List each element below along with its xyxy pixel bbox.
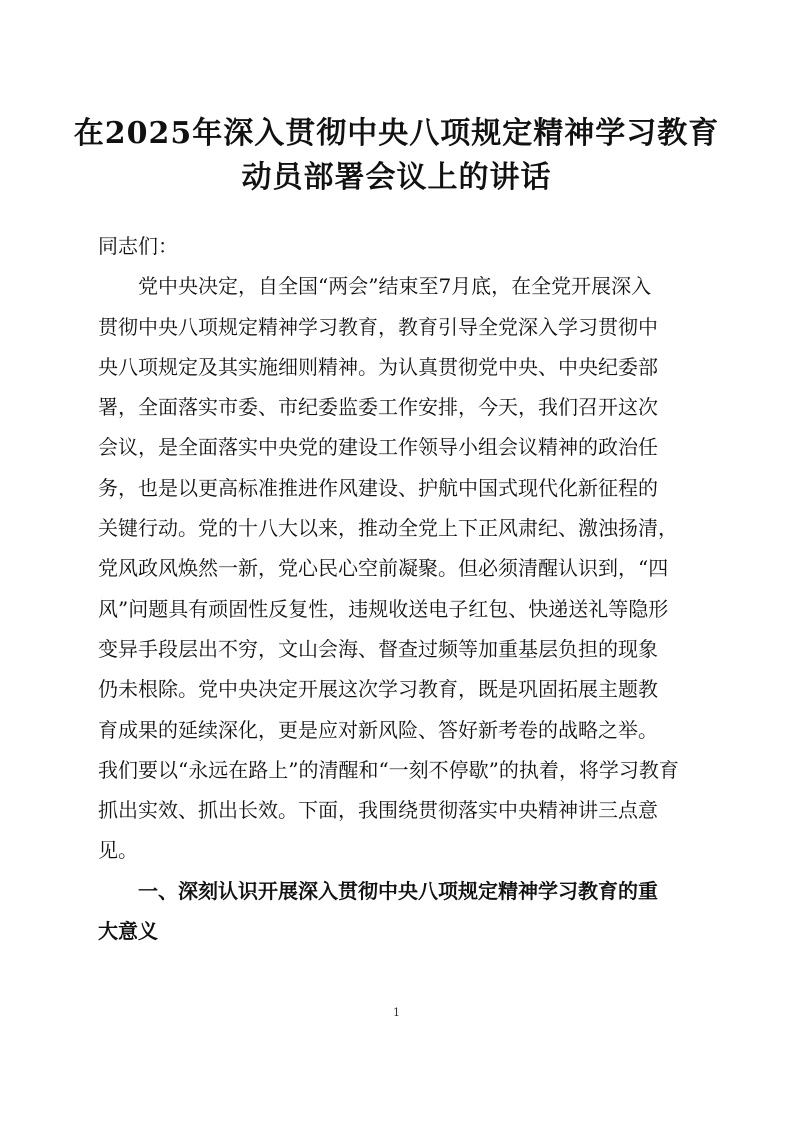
title-line: 动员部署会议上的讲话 [241,160,552,195]
title-line: 在2025年深入贯彻中央八项规定精神学习教育 [73,116,720,151]
text-line: 会议，是全面落实中央党的建设工作领导小组会议精神的政治任 [98,435,658,460]
text-line: 贯彻中央八项规定精神学习教育，教育引导全党深入学习贯彻中 [98,314,658,339]
document-title [60,112,733,200]
text-line: 风”问题具有顽固性反复性，违规收送电子红包、快递送礼等隐形 [98,596,669,621]
heading-line: 大意义 [98,919,158,944]
text-line: 党风政风焕然一新，党心民心空前凝聚。但必须清醒认识到，“四 [98,556,669,581]
heading-line: 一、深刻认识开展深入贯彻中央八项规定精神学习教育的重 [138,878,658,903]
text-line: 署，全面落实市委、市纪委监委工作安排，今天，我们召开这次 [98,395,658,420]
text-line: 党中央决定，自全国“两会”结束至7月底，在全党开展深入 [138,274,652,299]
page-number: 1 [393,1006,400,1019]
text-line: 仍未根除。党中央决定开展这次学习教育，既是巩固拓展主题教 [98,677,658,702]
text-line: 变异手段层出不穷，文山会海、督查过频等加重基层负担的现象 [98,636,658,661]
section-heading-1 [98,871,698,952]
text-line: 我们要以“永远在路上”的清醒和“一刻不停歇”的执着，将学习教育 [98,757,679,782]
text-line: 关键行动。党的十八大以来，推动全党上下正风肃纪、激浊扬清， [98,516,678,541]
paragraph-intro [98,266,698,870]
text-line: 育成果的延续深化，更是应对新风险、答好新考卷的战略之举。 [98,717,658,742]
text-line: 央八项规定及其实施细则精神。为认真贯彻党中央、中央纪委部 [98,354,658,379]
document-body [98,226,698,951]
salutation: 同志们： [98,234,178,258]
text-line: 务，也是以更高标准推进作风建设、护航中国式现代化新征程的 [98,475,658,500]
text-line: 见。 [98,838,138,863]
text-line: 抓出实效、抓出长效。下面，我围绕贯彻落实中央精神讲三点意 [98,798,658,823]
